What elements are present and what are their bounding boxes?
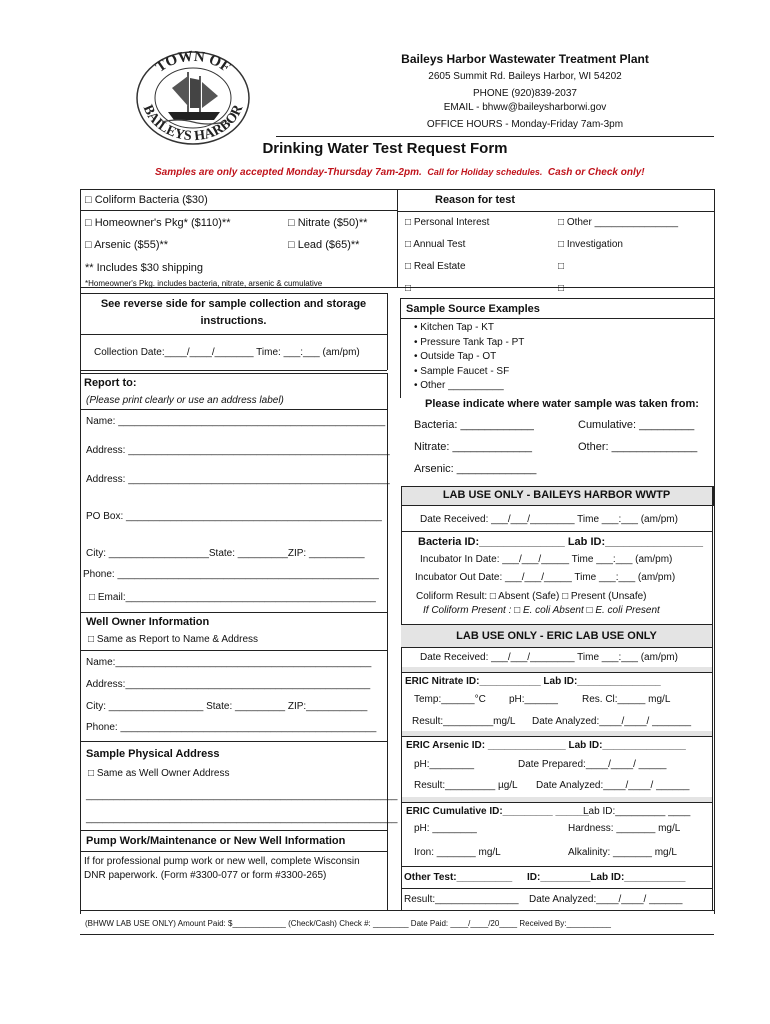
lab-bh-received-field[interactable]: Date Received: ___/___/________ Time ___:___ (am/pm) bbox=[420, 514, 678, 525]
reason-blank-checkbox[interactable]: □ bbox=[558, 261, 565, 272]
physical-address-line[interactable]: ________________________________________________________ bbox=[86, 790, 398, 801]
reason-real-estate[interactable]: □ Real Estate bbox=[405, 261, 466, 272]
org-name: Baileys Harbor Wastewater Treatment Plant bbox=[401, 52, 649, 66]
test-arsenic[interactable]: □ Arsenic ($55)** bbox=[85, 239, 169, 251]
iron-field[interactable]: Iron: _______ mg/L bbox=[414, 847, 501, 858]
nitrate-res-cl-field[interactable]: Res. Cl:_____ mg/L bbox=[582, 694, 671, 705]
collection-date-field[interactable]: Collection Date:____/____/_______ Time: ___:___ (am/pm) bbox=[94, 347, 360, 358]
report-address2-field[interactable]: Address: _______________________________________________ bbox=[86, 474, 390, 485]
eric-arsenic-id-field[interactable]: ERIC Arsenic ID: ______________ Lab ID:_______________ bbox=[406, 740, 686, 751]
arsenic-prepared-field[interactable]: Date Prepared:____/____/ _____ bbox=[518, 759, 667, 770]
owner-phone-field[interactable]: Phone: ______________________________________________ bbox=[86, 722, 377, 733]
ecoli-result-field[interactable]: If Coliform Present : □ E. coli Absent □ E. coli Present bbox=[423, 605, 660, 616]
lab-eric-heading: LAB USE ONLY - ERIC LAB USE ONLY bbox=[456, 630, 657, 642]
owner-address-field[interactable]: Address:____________________________________________ bbox=[86, 679, 371, 690]
other-test-id-field[interactable]: ID:_________Lab ID:___________ bbox=[527, 872, 686, 883]
pkg-note: *Homeowner's Pkg. includes bacteria, nitrate, arsenic & cumulative bbox=[85, 279, 323, 288]
org-address: 2605 Summit Rd. Baileys Harbor, WI 54202 bbox=[428, 71, 622, 82]
eric-cumulative-id-field[interactable]: ERIC Cumulative ID:_________ ______ bbox=[406, 806, 589, 817]
alkalinity-field[interactable]: Alkalinity: _______ mg/L bbox=[568, 847, 677, 858]
reason-blank-checkbox[interactable]: □ bbox=[558, 283, 565, 294]
list-item: • Kitchen Tap - KT bbox=[414, 322, 495, 333]
list-item: • Outside Tap - OT bbox=[414, 351, 497, 362]
list-item: • Sample Faucet - SF bbox=[414, 365, 510, 377]
physical-heading: Sample Physical Address bbox=[86, 748, 220, 760]
org-phone: PHONE (920)839-2037 bbox=[473, 88, 577, 99]
form-title: Drinking Water Test Request Form bbox=[262, 140, 508, 157]
coliform-result-field[interactable]: Coliform Result: □ Absent (Safe) □ Present (Unsafe) bbox=[416, 591, 647, 602]
nitrate-analyzed-field[interactable]: Date Analyzed:____/____/ _______ bbox=[532, 716, 692, 727]
physical-same-checkbox[interactable]: □ Same as Well Owner Address bbox=[88, 768, 230, 779]
lab-eric-received-field[interactable]: Date Received: ___/___/________ Time ___:___ (am/pm) bbox=[420, 652, 678, 663]
owner-city-field[interactable]: City: _________________ State: _________ ZIP:___________ bbox=[86, 701, 368, 712]
org-email: EMAIL - bhww@baileysharborwi.gov bbox=[443, 102, 607, 113]
source-list bbox=[414, 321, 524, 394]
bacteria-id-field[interactable]: Bacteria ID:______________ Lab ID:________________ bbox=[418, 536, 703, 548]
pump-note-line1: If for professional pump work or new well, complete Wisconsin bbox=[84, 856, 360, 867]
physical-address-line[interactable]: ________________________________________________________ bbox=[86, 813, 398, 824]
report-hint: (Please print clearly or use an address label) bbox=[86, 395, 284, 406]
arsenic-analyzed-field[interactable]: Date Analyzed:____/____/ ______ bbox=[536, 780, 690, 791]
other-result-field[interactable]: Result:_______________ bbox=[404, 894, 519, 905]
report-address1-field[interactable]: Address: _______________________________________________ bbox=[86, 445, 390, 456]
lab-bh-heading: LAB USE ONLY - BAILEYS HARBOR WWTP bbox=[442, 489, 671, 501]
other-test-field[interactable]: Other Test:__________ bbox=[404, 872, 513, 883]
hardness-field[interactable]: Hardness: _______ mg/L bbox=[568, 823, 681, 834]
shipping-note: ** Includes $30 shipping bbox=[85, 262, 204, 274]
notice-days: Samples are only accepted Monday-Thursday 7am-2pm. Call for Holiday schedules. Cash or Check only! bbox=[155, 167, 645, 178]
source-other-field[interactable]: Other: ______________ bbox=[578, 441, 698, 453]
reason-other[interactable]: □ Other _______________ bbox=[558, 217, 679, 228]
report-name-field[interactable]: Name: ________________________________________________ bbox=[86, 416, 386, 427]
svg-text:TOWN OF: TOWN OF bbox=[152, 48, 234, 76]
reverse-note-line1: See reverse side for sample collection and storage bbox=[100, 298, 367, 310]
source-bacteria-field[interactable]: Bacteria: ____________ bbox=[414, 419, 534, 431]
owner-name-field[interactable]: Name:______________________________________________ bbox=[86, 657, 372, 668]
cumulative-ph-field[interactable]: pH: ________ bbox=[414, 823, 477, 834]
source-heading: Sample Source Examples bbox=[406, 303, 540, 315]
test-lead[interactable]: □ Lead ($65)** bbox=[288, 239, 360, 251]
reverse-note-line2: instructions. bbox=[200, 315, 267, 327]
ship-seal-icon bbox=[128, 46, 258, 146]
nitrate-ph-field[interactable]: pH:______ bbox=[509, 694, 558, 705]
source-arsenic-field[interactable]: Arsenic: _____________ bbox=[414, 463, 537, 475]
reason-annual[interactable]: □ Annual Test bbox=[405, 239, 466, 250]
arsenic-result-field[interactable]: Result:_________ µg/L bbox=[414, 780, 518, 791]
source-nitrate-field[interactable]: Nitrate: _____________ bbox=[414, 441, 533, 453]
report-email-field[interactable]: □ Email:_____________________________________________ bbox=[89, 592, 376, 603]
list-item: • Other __________ bbox=[414, 380, 504, 391]
incubator-in-field[interactable]: Incubator In Date: ___/___/_____ Time ___:___ (am/pm) bbox=[420, 554, 673, 565]
office-hours: OFFICE HOURS - Monday-Friday 7am-3pm bbox=[426, 119, 624, 130]
cumulative-lab-id-field[interactable]: Lab ID:_________ ____ bbox=[583, 806, 691, 817]
nitrate-result-field[interactable]: Result:_________mg/L bbox=[412, 716, 516, 727]
pump-heading: Pump Work/Maintenance or New Well Information bbox=[86, 835, 346, 847]
arsenic-ph-field[interactable]: pH:________ bbox=[414, 759, 475, 770]
other-analyzed-field[interactable]: Date Analyzed:____/____/ ______ bbox=[529, 894, 683, 905]
incubator-out-field[interactable]: Incubator Out Date: ___/___/_____ Time ___:___ (am/pm) bbox=[415, 572, 676, 583]
reason-investigation[interactable]: □ Investigation bbox=[558, 239, 623, 250]
reason-blank-checkbox[interactable]: □ bbox=[405, 283, 412, 294]
test-coliform[interactable]: □ Coliform Bacteria ($30) bbox=[85, 194, 208, 206]
report-heading: Report to: bbox=[84, 377, 137, 389]
reason-personal[interactable]: □ Personal Interest bbox=[405, 217, 490, 228]
nitrate-temp-field[interactable]: Temp:______°C bbox=[414, 694, 486, 705]
report-pobox-field[interactable]: PO Box: ______________________________________________ bbox=[86, 511, 382, 522]
pump-note-line2: DNR paperwork. (Form #3300-077 or form #3300-265) bbox=[84, 870, 327, 881]
reason-heading: Reason for test bbox=[435, 194, 516, 206]
source-cumulative-field[interactable]: Cumulative: _________ bbox=[578, 419, 695, 431]
town-logo bbox=[128, 46, 258, 146]
owner-same-checkbox[interactable]: □ Same as Report to Name & Address bbox=[88, 634, 259, 645]
payment-footer[interactable]: (BHWW LAB USE ONLY) Amount Paid: $____________ (Check/Cash) Check #: ________ Date Paid: ____/____/20____ Received By:__________ bbox=[85, 919, 611, 928]
test-nitrate[interactable]: □ Nitrate ($50)** bbox=[288, 217, 368, 229]
svg-text:BAILEYS HARBOR: BAILEYS HARBOR bbox=[139, 102, 247, 145]
test-homeowners-pkg[interactable]: □ Homeowner's Pkg* ($110)** bbox=[85, 217, 231, 229]
owner-heading: Well Owner Information bbox=[86, 616, 210, 628]
report-city-field[interactable]: City: __________________State: _________ZIP: __________ bbox=[86, 548, 365, 559]
list-item: • Pressure Tank Tap - PT bbox=[414, 336, 525, 348]
indicate-heading: Please indicate where water sample was taken from: bbox=[425, 398, 699, 410]
report-phone-field[interactable]: Phone: _______________________________________________ bbox=[83, 569, 379, 580]
eric-nitrate-id-field[interactable]: ERIC Nitrate ID:___________ Lab ID:_______________ bbox=[405, 676, 661, 687]
